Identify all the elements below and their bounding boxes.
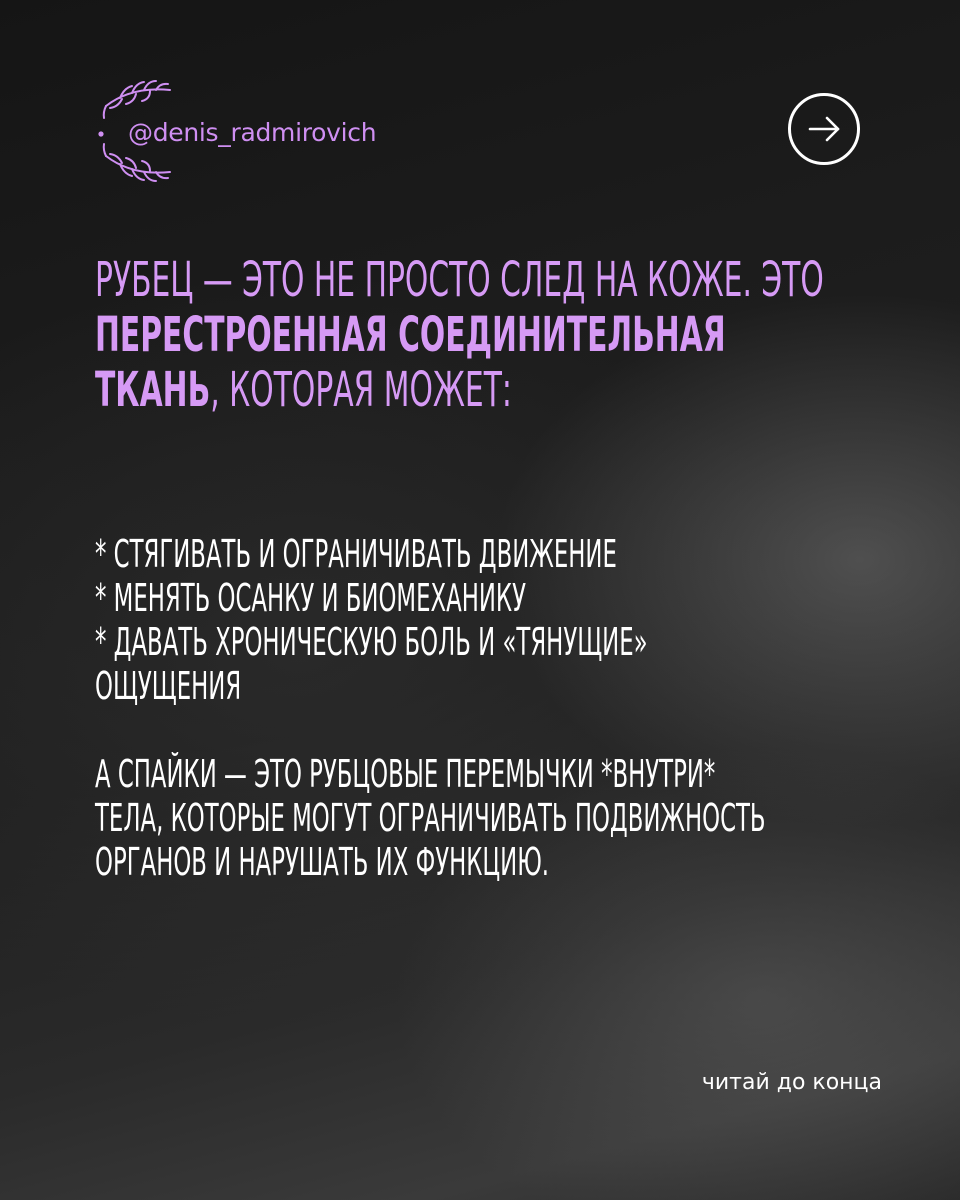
list-item: * МЕНЯТЬ ОСАНКУ И БИОМЕХАНИКУ (95, 576, 526, 620)
effects-list (95, 532, 815, 708)
next-slide-button[interactable] (788, 93, 860, 165)
brand-logo (92, 76, 432, 186)
list-item: * СТЯГИВАТЬ И ОГРАНИЧИВАТЬ ДВИЖЕНИЕ (95, 532, 617, 576)
headline-text-part1: РУБЕЦ — ЭТО НЕ ПРОСТО СЛЕД НА КОЖЕ. ЭТО (95, 252, 824, 308)
headline-text-part2: , КОТОРАЯ МОЖЕТ: (210, 362, 512, 418)
brand-handle[interactable]: @denis_radmirovich (128, 118, 377, 147)
headline-bold-phrase: ПЕРЕСТРОЕННАЯ СОЕДИНИТЕЛЬНАЯ ТКАНЬ (95, 307, 726, 418)
adhesions-paragraph: А СПАЙКИ — ЭТО РУБЦОВЫЕ ПЕРЕМЫЧКИ *ВНУТРИ* ТЕЛА, КОТОРЫЕ МОГУТ ОГРАНИЧИВАТЬ ПОДВИЖНОСТЬ ОРГАНОВ И НАРУШАТЬ ИХ ФУНКЦИЮ. (95, 752, 766, 884)
headline (95, 253, 839, 418)
read-to-end-note: читай до конца (701, 1070, 882, 1095)
list-item: * ДАВАТЬ ХРОНИЧЕСКУЮ БОЛЬ И «ТЯНУЩИЕ» ОЩУЩЕНИЯ (95, 620, 648, 708)
arrow-right-icon (791, 96, 857, 162)
